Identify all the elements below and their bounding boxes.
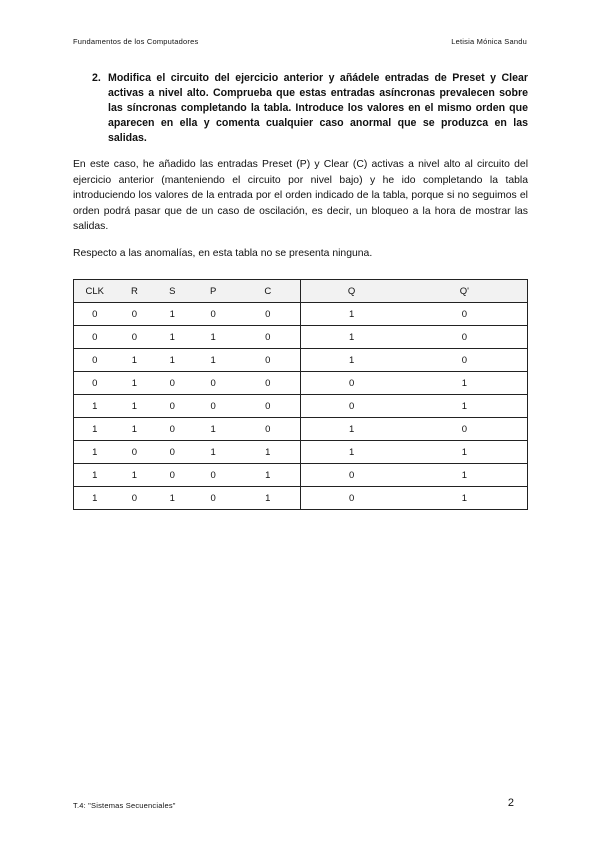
table-cell: 0 <box>301 372 402 395</box>
header-q: Q <box>301 280 402 303</box>
table-cell: 0 <box>153 464 191 487</box>
table-cell: 1 <box>235 441 301 464</box>
header-clk: CLK <box>74 280 116 303</box>
table-cell: 1 <box>115 418 153 441</box>
table-cell: 0 <box>115 326 153 349</box>
table-cell: 0 <box>235 349 301 372</box>
header-p: P <box>191 280 235 303</box>
header-q-prime: Q' <box>402 280 528 303</box>
table-cell: 0 <box>191 395 235 418</box>
table-cell: 1 <box>191 441 235 464</box>
table-cell: 1 <box>74 487 116 510</box>
table-cell: 1 <box>402 441 528 464</box>
header-r: R <box>115 280 153 303</box>
table-cell: 0 <box>115 441 153 464</box>
question-number: 2. <box>92 72 101 84</box>
table-cell: 1 <box>153 303 191 326</box>
table-cell: 0 <box>301 487 402 510</box>
table-cell: 1 <box>74 464 116 487</box>
table-cell: 1 <box>191 418 235 441</box>
table-cell: 0 <box>115 303 153 326</box>
table-cell: 1 <box>115 372 153 395</box>
table-cell: 1 <box>153 349 191 372</box>
table-cell: 0 <box>235 372 301 395</box>
table-cell: 1 <box>74 418 116 441</box>
table-cell: 0 <box>74 349 116 372</box>
table-cell: 0 <box>402 303 528 326</box>
table-cell: 0 <box>301 395 402 418</box>
table-cell: 1 <box>74 395 116 418</box>
table-cell: 0 <box>191 372 235 395</box>
table-cell: 1 <box>153 326 191 349</box>
table-cell: 0 <box>153 395 191 418</box>
table-cell: 1 <box>191 349 235 372</box>
truth-table <box>73 279 528 510</box>
table-cell: 1 <box>153 487 191 510</box>
table-row <box>74 303 528 326</box>
table-cell: 0 <box>235 418 301 441</box>
table-row <box>74 464 528 487</box>
table-cell: 0 <box>235 395 301 418</box>
table-row <box>74 326 528 349</box>
table-cell: 0 <box>74 372 116 395</box>
table-row <box>74 395 528 418</box>
table-row <box>74 372 528 395</box>
header-c: C <box>235 280 301 303</box>
header-s: S <box>153 280 191 303</box>
table-cell: 1 <box>402 464 528 487</box>
table-cell: 1 <box>301 349 402 372</box>
table-cell: 1 <box>191 326 235 349</box>
body-paragraph-2: Respecto a las anomalías, en esta tabla no se presenta ninguna. <box>73 248 373 259</box>
table-cell: 1 <box>235 464 301 487</box>
table-cell: 0 <box>153 441 191 464</box>
table-cell: 0 <box>402 349 528 372</box>
table-row <box>74 441 528 464</box>
header-right: Letisia Mónica Sandu <box>451 37 527 46</box>
table-cell: 0 <box>235 303 301 326</box>
page-number: 2 <box>507 797 514 809</box>
table-cell: 0 <box>191 487 235 510</box>
body-paragraph-1: En este caso, he añadido las entradas Preset (P) y Clear (C) activas a nivel alto al circuito del ejercicio anterior (manteniendo el circuito por nivel bajo) y he ido completando la tabla introduciendo los valores de la entrada por el orden indicado de la tabla, porque si no seguimos el orden podrá pasar que de un caso de oscilación, es decir, un bloqueo a la hora de mostrar las salidas. <box>73 159 528 233</box>
table-cell: 0 <box>153 372 191 395</box>
table-row <box>74 418 528 441</box>
table-cell: 1 <box>74 441 116 464</box>
table-cell: 1 <box>402 487 528 510</box>
table-cell: 0 <box>191 303 235 326</box>
table-cell: 1 <box>301 418 402 441</box>
table-row <box>74 487 528 510</box>
table-cell: 0 <box>115 487 153 510</box>
header-left: Fundamentos de los Computadores <box>73 37 199 46</box>
table-cell: 1 <box>402 395 528 418</box>
table-cell: 0 <box>402 326 528 349</box>
table-cell: 1 <box>115 464 153 487</box>
table-cell: 1 <box>115 349 153 372</box>
table-cell: 0 <box>235 326 301 349</box>
footer-left: T.4: "Sistemas Secuenciales" <box>73 801 176 810</box>
table-cell: 1 <box>301 303 402 326</box>
table-row <box>74 349 528 372</box>
table-cell: 1 <box>402 372 528 395</box>
question-block <box>92 71 528 146</box>
table-cell: 0 <box>402 418 528 441</box>
table-cell: 0 <box>74 326 116 349</box>
table-cell: 0 <box>153 418 191 441</box>
table-cell: 0 <box>301 464 402 487</box>
table-cell: 0 <box>191 464 235 487</box>
table-cell: 1 <box>301 441 402 464</box>
table-cell: 1 <box>301 326 402 349</box>
table-cell: 1 <box>115 395 153 418</box>
table-header-row <box>74 280 528 303</box>
table-cell: 1 <box>235 487 301 510</box>
question-text: Modifica el circuito del ejercicio anterior y añádele entradas de Preset y Clear activas a nivel alto. Comprueba que estas entradas asíncronas prevalecen sobre las síncronas completando la tabla. Introduce los valores en el mismo orden que aparecen en ella y comenta cualquier caso anormal que se produzca en las salidas. <box>108 72 528 144</box>
table-cell: 0 <box>74 303 116 326</box>
